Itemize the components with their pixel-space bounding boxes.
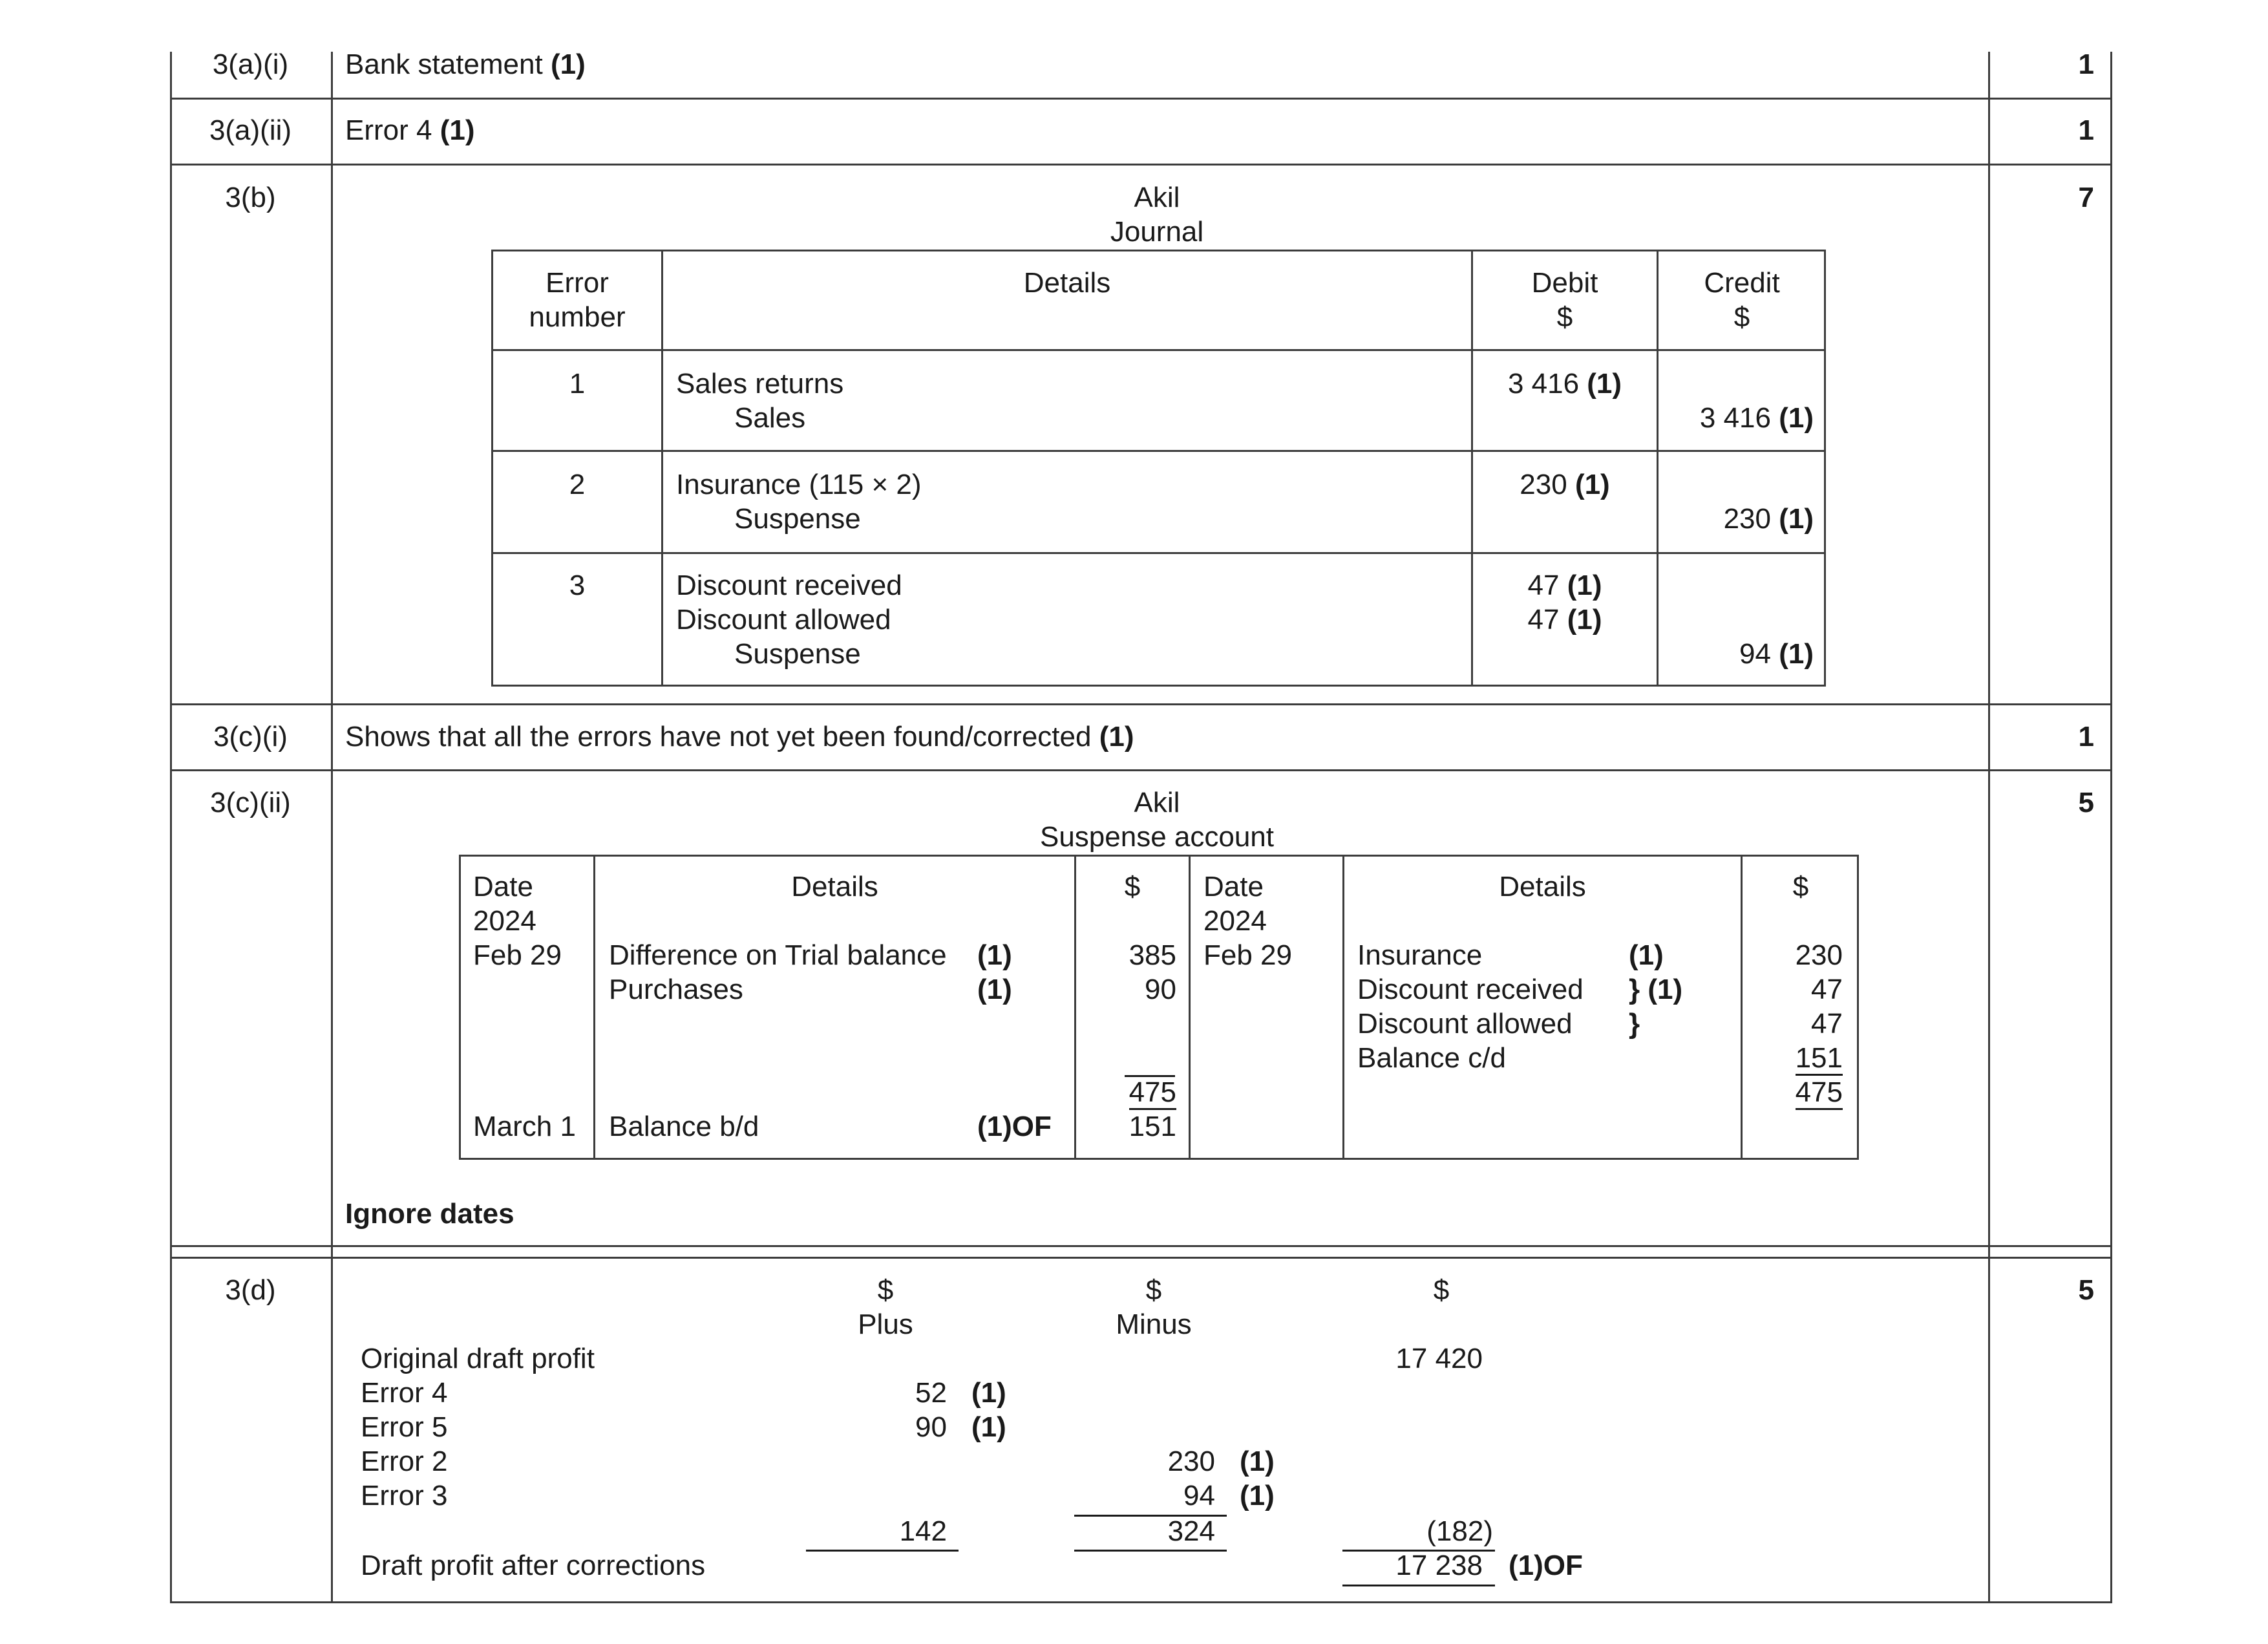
header-debit: Debit: [1531, 267, 1598, 299]
amount: 47: [1527, 604, 1560, 635]
bd-date: March 1: [473, 1111, 576, 1142]
grid-line: [170, 703, 2112, 705]
header-date: Date: [1203, 871, 1264, 902]
grid-line: [170, 1245, 2112, 1247]
adjustment-label: Error 2: [361, 1446, 448, 1477]
grid-line: [661, 250, 663, 687]
header-details: Details: [1499, 871, 1586, 902]
credit-account: Suspense: [734, 638, 861, 670]
header-year: 2024: [1203, 905, 1267, 937]
mark-tag: (1): [977, 974, 1012, 1005]
grid-line: [491, 450, 1826, 452]
marks-value: 1: [2078, 114, 2094, 146]
mark-tag: (1): [1779, 402, 1814, 434]
grid-line: [491, 552, 1826, 554]
grid-line: [170, 52, 172, 1603]
mark-tag: (1): [1629, 939, 1664, 971]
mark-tag: (1): [1779, 503, 1814, 535]
mark-tag: (1): [1240, 1446, 1275, 1477]
final-profit-value: 17 238: [1395, 1550, 1483, 1581]
journal-owner: Akil: [1134, 182, 1180, 213]
minus-header: Minus: [1116, 1308, 1192, 1340]
header-year: 2024: [473, 905, 536, 937]
question-number: 3(c)(ii): [210, 787, 291, 818]
debit-account: Discount received: [676, 570, 902, 601]
question-number: 3(a)(i): [212, 48, 289, 80]
question-number: 3(d): [225, 1274, 276, 1306]
marks-value: 5: [2078, 787, 2094, 818]
suspense-title: Suspense account: [1039, 821, 1275, 853]
grid-line: [170, 98, 2112, 100]
answer-text-main: Bank statement: [345, 48, 543, 80]
debit-account: Sales returns: [676, 368, 844, 400]
debit-amount: [1473, 367, 1657, 401]
plus-amount: 52: [915, 1377, 947, 1409]
total-amount: 475: [1796, 1076, 1843, 1110]
header-currency: $: [1124, 871, 1141, 902]
mark-tag: (1): [1587, 368, 1622, 400]
entry-label: Difference on Trial balance: [609, 939, 947, 971]
minus-total: 324: [1167, 1515, 1215, 1547]
entry-label: Balance c/d: [1357, 1042, 1506, 1074]
mark-tag: (1): [1099, 721, 1134, 753]
grid-line: [170, 769, 2112, 771]
marks-value: 7: [2078, 182, 2094, 213]
original-profit-value: 17 420: [1395, 1343, 1483, 1374]
mark-tag: (1): [1240, 1480, 1275, 1511]
entry-label: Discount allowed: [1357, 1008, 1573, 1040]
entry-amount: 47: [1811, 1008, 1843, 1040]
amount: 47: [1527, 570, 1560, 601]
credit-amount: [1659, 637, 1814, 671]
marks-value: 5: [2078, 1274, 2094, 1306]
answer-text: [345, 48, 586, 81]
answer-text: [345, 114, 475, 147]
bd-label: Balance b/d: [609, 1111, 759, 1142]
credit-amount: [1659, 502, 1814, 536]
mark-tag: }: [1629, 1008, 1640, 1040]
mark-tag: (1)OF: [977, 1111, 1052, 1142]
entry-amount: 230: [1795, 939, 1843, 971]
grid-line: [2110, 52, 2112, 1603]
amount: 3 416: [1699, 402, 1771, 434]
error-number: 3: [569, 570, 586, 601]
question-number: 3(b): [225, 182, 276, 213]
mark-tag: (1): [1779, 638, 1814, 670]
entry-date: Feb 29: [1203, 939, 1292, 971]
minus-currency: $: [1145, 1274, 1162, 1306]
answer-text: [345, 720, 1134, 754]
grid-line: [1189, 855, 1191, 1160]
amount: 3 416: [1507, 368, 1580, 400]
final-underline: [1342, 1585, 1495, 1586]
debit-amount: [1473, 569, 1657, 603]
total-currency: $: [1433, 1274, 1450, 1306]
adjustment-label: Error 4: [361, 1377, 448, 1409]
mark-tag: (1): [1567, 570, 1602, 601]
entry-amount: [1743, 1041, 1843, 1075]
minus-amount: 230: [1167, 1446, 1215, 1477]
error-number: 2: [569, 469, 586, 500]
debit-total: [1076, 1076, 1176, 1109]
credit-total: [1743, 1076, 1843, 1109]
plus-total-underline: [806, 1550, 959, 1552]
grid-line: [170, 164, 2112, 165]
entry-date: Feb 29: [473, 939, 562, 971]
grid-line: [170, 1601, 2112, 1603]
entry-label: Purchases: [609, 974, 743, 1005]
debit-account: Discount allowed: [676, 604, 891, 635]
marks-value: 1: [2078, 48, 2094, 80]
answer-text-main: Error 4: [345, 114, 432, 146]
bd-amount: 151: [1129, 1111, 1176, 1142]
question-number: 3(c)(i): [213, 721, 288, 753]
mark-tag: (1): [440, 114, 475, 146]
plus-header: Plus: [858, 1308, 913, 1340]
amount: 151: [1796, 1042, 1843, 1076]
mark-tag: (1)OF: [1509, 1550, 1583, 1581]
amount: 94: [1739, 638, 1771, 670]
credit-account: Suspense: [734, 503, 861, 535]
plus-amount: 90: [915, 1411, 947, 1443]
minus-total-underline: [1074, 1550, 1227, 1552]
debit-amount: [1473, 468, 1657, 502]
credit-account: Sales: [734, 402, 806, 434]
amount: 230: [1723, 503, 1771, 535]
header-credit: Credit: [1704, 267, 1780, 299]
entry-label: Discount received: [1357, 974, 1584, 1005]
journal-title: Journal: [1110, 216, 1204, 248]
total-amount: 475: [1129, 1076, 1176, 1110]
grid-line: [331, 52, 333, 1603]
debit-account: Insurance (115 × 2): [676, 469, 922, 500]
mark-tag: } (1): [1629, 974, 1683, 1005]
adjustment-label: Error 5: [361, 1411, 448, 1443]
error-number: 1: [569, 368, 586, 400]
mark-tag: (1): [971, 1377, 1006, 1409]
amount: 230: [1520, 469, 1567, 500]
mark-tag: (1): [971, 1411, 1006, 1443]
header-error-number: number: [529, 301, 626, 333]
plus-total: 142: [899, 1515, 947, 1547]
credit-amount: [1659, 401, 1814, 435]
final-profit-label: Draft profit after corrections: [361, 1550, 706, 1581]
header-error-number: Error: [546, 267, 609, 299]
net-adjustment: (182): [1426, 1515, 1493, 1547]
adjustment-label: Error 3: [361, 1480, 448, 1511]
header-currency: $: [1792, 871, 1809, 902]
mark-tag: (1): [550, 48, 586, 80]
header-details: Details: [791, 871, 878, 902]
minus-amount: 94: [1183, 1480, 1215, 1511]
question-number: 3(a)(ii): [209, 114, 292, 146]
note-ignore-dates: Ignore dates: [345, 1198, 514, 1230]
header-credit-currency: $: [1733, 301, 1750, 333]
debit-amount: [1473, 603, 1657, 637]
suspense-owner: Akil: [1134, 787, 1180, 818]
grid-line: [491, 349, 1826, 351]
mark-tag: (1): [1574, 469, 1610, 500]
mark-tag: (1): [1567, 604, 1602, 635]
original-profit-label: Original draft profit: [361, 1343, 595, 1374]
entry-amount: 385: [1129, 939, 1176, 971]
grid-line: [1988, 52, 1990, 1603]
plus-currency: $: [877, 1274, 894, 1306]
header-debit-currency: $: [1556, 301, 1573, 333]
marks-value: 1: [2078, 721, 2094, 753]
header-details: Details: [1023, 267, 1111, 299]
header-date: Date: [473, 871, 533, 902]
mark-tag: (1): [977, 939, 1012, 971]
entry-amount: 90: [1145, 974, 1176, 1005]
entry-label: Insurance: [1357, 939, 1483, 971]
answer-text-main: Shows that all the errors have not yet been found/corrected: [345, 721, 1092, 753]
grid-line: [170, 1257, 2112, 1259]
entry-amount: 47: [1811, 974, 1843, 1005]
